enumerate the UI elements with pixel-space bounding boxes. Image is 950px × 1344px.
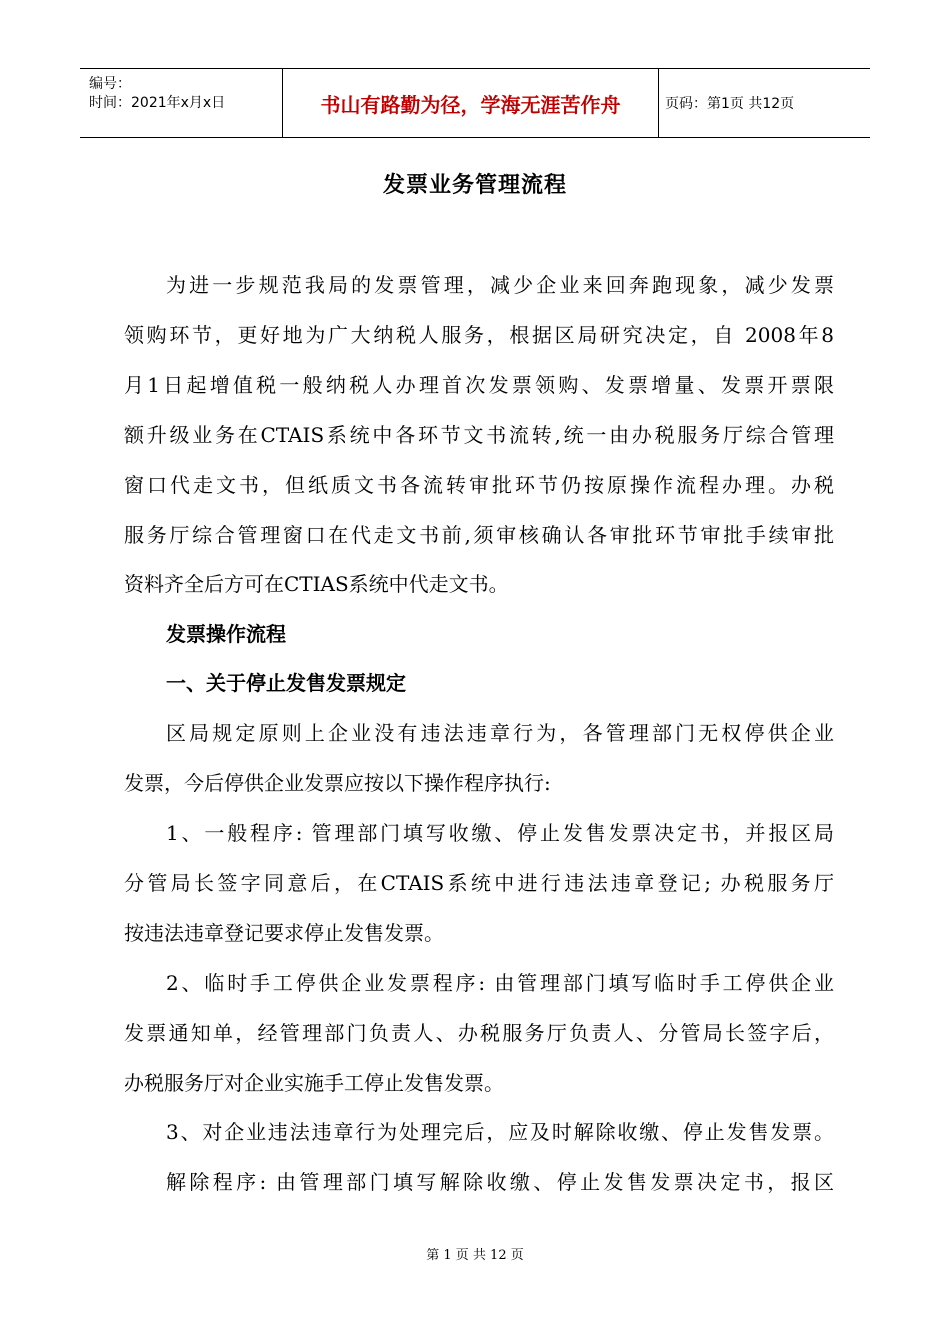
body-line: 窗口代走文书，但纸质文书各流转审批环节仍按原操作流程办理。办税: [124, 473, 834, 497]
body-line: 3、对企业违法违章行为处理完后，应及时解除收缴、停止发售发票。: [166, 1120, 834, 1144]
body-line: 按违法违章登记要求停止发售发票。: [124, 921, 444, 945]
header-page-info: 页码：第1页 共12页: [665, 96, 795, 112]
document-title: 发票业务管理流程: [382, 173, 567, 198]
page-footer: 第 1 页 共 12 页: [426, 1248, 524, 1263]
header-meta-cell: [80, 69, 283, 137]
body-line: 分管局长签字同意后，在CTAIS系统中进行违法违章登记; 办税服务厅: [124, 871, 834, 895]
document-time-label: 时间：2021年x月x日: [89, 95, 226, 111]
body-line: 发票通知单，经管理部门负责人、办税服务厅负责人、分管局长签字后，: [124, 1021, 834, 1045]
body-line: 月1日起增值税一般纳税人办理首次发票领购、发票增量、发票开票限: [124, 373, 834, 397]
header-motto: 书山有路勤为径，学海无涯苦作舟: [283, 69, 659, 137]
body-line: 服务厅综合管理窗口在代走文书前,须审核确认各审批环节审批手续审批: [124, 523, 834, 547]
body-line: 1、一般程序: 管理部门填写收缴、停止发售发票决定书，并报区局: [166, 821, 834, 845]
body-line: 额升级业务在CTAIS系统中各环节文书流转,统一由办税服务厅综合管理: [124, 423, 834, 447]
body-line: 区局规定原则上企业没有违法违章行为，各管理部门无权停供企业: [166, 721, 834, 745]
body-line: 资料齐全后方可在CTIAS系统中代走文书。: [124, 572, 509, 596]
body-line: 领购环节，更好地为广大纳税人服务，根据区局研究决定，自 2008年8: [124, 323, 834, 347]
body-line: 解除程序: 由管理部门填写解除收缴、停止发售发票决定书，报区: [166, 1170, 834, 1194]
body-line: 办税服务厅对企业实施手工停止发售发票。: [124, 1071, 504, 1095]
body-line: 2、临时手工停供企业发票程序: 由管理部门填写临时手工停供企业: [166, 971, 834, 995]
body-line: 为进一步规范我局的发票管理，减少企业来回奔跑现象，减少发票: [166, 273, 834, 297]
section-heading: 发票操作流程: [166, 622, 286, 646]
body-line: 发票，今后停供企业发票应按以下操作程序执行:: [124, 771, 551, 795]
page-header: [80, 68, 870, 138]
document-number-label: 编号：: [89, 76, 131, 92]
section-heading: 一、关于停止发售发票规定: [166, 671, 406, 695]
